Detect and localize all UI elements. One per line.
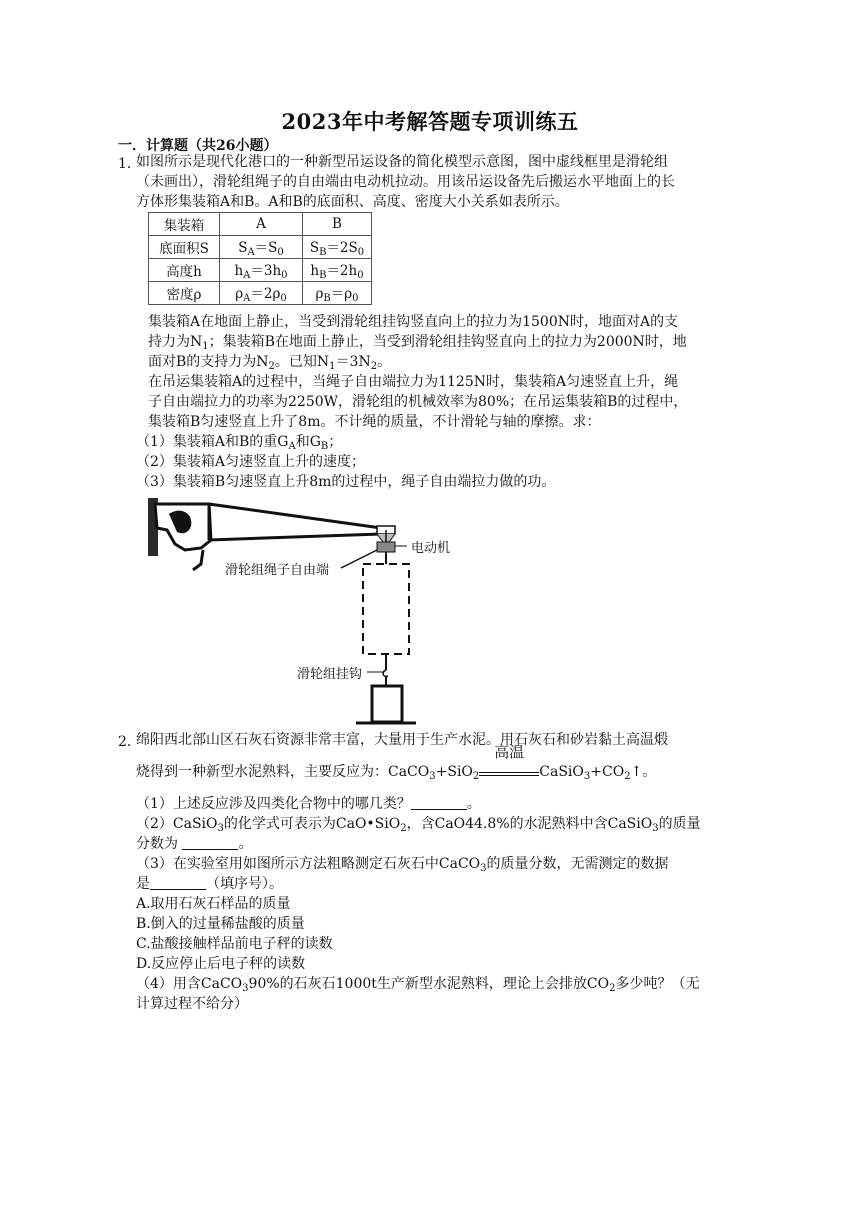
cell-area-a: $S_A=S_0$ [220,236,303,259]
q2-subquestion-4-cont: 计算过程不给分） [136,996,248,1012]
q1-body-line-2: 持力为$N_1$；集装箱B在地面上静止，当受到滑轮组挂钩竖直向上的拉力为2000N时，地 [148,334,687,352]
cell-area-b: $S_B=2S_0$ [303,236,372,259]
page-title: 2023年中考解答题专项训练五 [281,109,579,134]
q1-body-line-1: 集装箱A在地面上静止，当受到滑轮组挂钩竖直向上的拉力为1500N时，地面对A的支 [148,314,679,330]
q2-subquestion-3-cont: 是 （填序号）。 [136,876,283,892]
q1-intro-line-3: 方体形集装箱A和B。A和B的底面积、高度、密度大小关系如表所示。 [136,194,569,210]
answer-blank[interactable] [411,795,467,810]
table-header-cell: A [220,213,303,236]
q2-option-c: C.盐酸接触样品前电子秤的读数 [136,936,333,952]
q1-subquestion-1: （1）集装箱A和B的重$G_A$和$G_B$； [136,434,343,452]
q1-subquestion-2: （2）集装箱A匀速竖直上升的速度； [136,454,366,470]
cell-height-a: $h_A=3h_0$ [220,259,303,282]
crane-diagram [145,490,465,730]
label-motor: 电动机 [411,541,451,556]
reaction-condition: 高温 [479,764,539,776]
table-row [149,236,372,259]
q2-subquestion-2-cont: 分数为 。 [136,836,253,852]
label-rope-free-end: 滑轮组绳子自由端 [225,563,330,578]
row-label-area: 底面积S [149,236,220,259]
table-header-cell: 集装箱 [149,213,220,236]
cell-density-a: $\rho_A=2\rho_0$ [220,282,303,305]
answer-blank[interactable] [150,875,206,890]
q1-intro-line-1: 如图所示是现代化港口的一种新型吊运设备的简化模型示意图，图中虚线框里是滑轮组 [136,154,668,170]
q1-body-line-6: 集装箱B匀速竖直上升了8m。不计绳的质量，不计滑轮与轴的摩擦。求： [148,414,601,430]
table-row [149,259,372,282]
q2-option-a: A.取用石灰石样品的质量 [136,896,291,912]
cell-height-b: $h_B=2h_0$ [303,259,372,282]
q2-line-2-reaction: 烧得到一种新型水泥熟料，主要反应为：CaCO$_3$+SiO$_2$ 高温 $CaSiO_3+CO_2↑$。 [136,743,657,782]
q2-subquestion-4: （4）用含CaCO$_3$90%的石灰石1000t生产新型水泥熟料，理论上会排放$CO_2$多少吨？（无 [136,976,700,994]
table-row [149,213,372,236]
q1-body-line-4: 在吊运集装箱A的过程中，当绳子自由端拉力为1125N时，集装箱A匀速竖直上升，绳 [148,374,679,390]
q1-body-line-3: 面对B的支持力为$N_2$。已知$N_1=3N_2$。 [148,354,392,372]
label-pulley-hook: 滑轮组挂钩 [297,667,363,682]
q2-subquestion-1: （1）上述反应涉及四类化合物中的哪几类？ 。 [136,796,481,812]
row-label-height: 高度h [149,259,220,282]
q1-subquestion-3: （3）集装箱B匀速竖直上升8m的过程中，绳子自由端拉力做的功。 [136,474,556,490]
question-number-1: 1． [118,156,141,172]
section-heading: 一．计算题（共26小题） [118,138,278,154]
table-row [149,282,372,305]
q1-body-line-5: 子自由端拉力的功率为2250W，滑轮组的机械效率为80%；在吊运集装箱B的过程中， [148,394,688,410]
answer-blank[interactable] [182,835,238,850]
container-property-table [148,212,372,305]
row-label-density: 密度ρ [149,282,220,305]
q2-subquestion-2: （2）CaSiO$_3$的化学式可表示为CaO•SiO$_2$，含CaO44.8%的水泥熟料中含CaSiO$_3$的质量 [136,816,701,834]
table-header-cell: B [303,213,372,236]
q2-line-1: 绵阳西北部山区石灰石资源非常丰富，大量用于生产水泥。用石灰石和砂岩黏土高温煅 [136,732,668,748]
q2-subquestion-3: （3）在实验室用如图所示方法粗略测定石灰石中CaCO$_3$的质量分数，无需测定的数据 [136,856,669,874]
question-number-2: 2． [118,734,141,750]
cell-density-b: $\rho_B=\rho_0$ [303,282,372,305]
q1-intro-line-2: （未画出），滑轮组绳子的自由端由电动机拉动。用该吊运设备先后搬运水平地面上的长 [136,174,675,190]
q2-option-d: D.反应停止后电子秤的读数 [136,956,306,972]
q2-option-b: B.倒入的过量稀盐酸的质量 [136,916,305,932]
